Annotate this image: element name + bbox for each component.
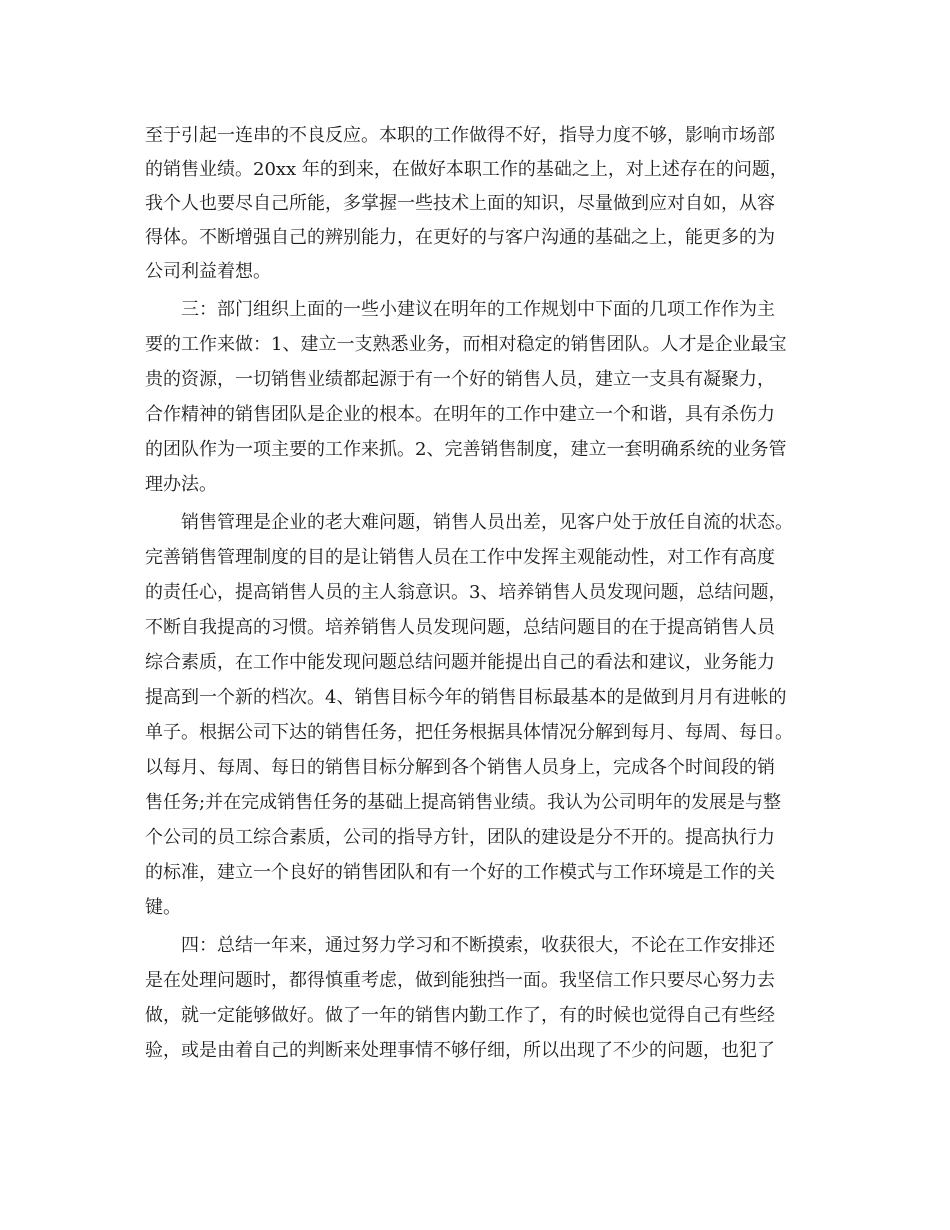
text-line: 三：部门组织上面的一些小建议在明年的工作规划中下面的几项工作作为主	[181, 299, 775, 320]
text-line: 验，或是由着自己的判断来处理事情不够仔细，所以出现了不少的问题，也犯了	[145, 1040, 775, 1061]
text-line: 四：总结一年来，通过努力学习和不断摸索，收获很大，不论在工作安排还	[181, 935, 775, 956]
text-line: 的销售业绩。20xx 年的到来，在做好本职工作的基础之上，对上述存在的问题，	[145, 159, 788, 180]
text-line: 的标准，建立一个良好的销售团队和有一个好的工作模式与工作环境是工作的关	[145, 862, 775, 883]
text-line: 的责任心，提高销售人员的主人翁意识。3、培养销售人员发现问题，总结问题，	[145, 582, 787, 603]
text-line: 得体。不断增强自己的辨别能力，在更好的与客户沟通的基础之上，能更多的为	[145, 227, 775, 248]
text-line: 要的工作来做：1、建立一支熟悉业务，而相对稳定的销售团队。人才是企业最宝	[145, 334, 787, 355]
text-line: 以每月、每周、每日的销售目标分解到各个销售人员身上，完成各个时间段的销	[145, 757, 775, 778]
text-line: 综合素质，在工作中能发现问题总结问题并能提出自己的看法和建议，业务能力	[145, 652, 775, 673]
text-line: 至于引起一连串的不良反应。本职的工作做得不好，指导力度不够，影响市场部	[145, 125, 775, 146]
text-line: 销售管理是企业的老大难问题，销售人员出差，见客户处于放任自流的状态。	[181, 512, 793, 533]
text-line: 我个人也要尽自己所能，多掌握一些技术上面的知识，尽量做到应对自如，从容	[145, 193, 775, 214]
text-line: 的团队作为一项主要的工作来抓。2、完善销售制度，建立一套明确系统的业务管	[145, 439, 787, 460]
text-line: 合作精神的销售团队是企业的根本。在明年的工作中建立一个和谐，具有杀伤力	[145, 404, 775, 425]
text-line: 理办法。	[145, 474, 217, 495]
text-line: 公司利益着想。	[145, 261, 271, 282]
text-line: 键。	[145, 897, 181, 918]
text-line: 贵的资源，一切销售业绩都起源于有一个好的销售人员，建立一支具有凝聚力，	[145, 369, 775, 390]
text-line: 不断自我提高的习惯。培养销售人员发现问题，总结问题目的在于提高销售人员	[145, 617, 775, 638]
text-line: 个公司的员工综合素质，公司的指导方针，团队的建设是分不开的。提高执行力	[145, 827, 775, 848]
text-line: 单子。根据公司下达的销售任务，把任务根据具体情况分解到每月、每周、每日。	[145, 722, 793, 743]
text-line: 是在处理问题时，都得慎重考虑，做到能独挡一面。我坚信工作只要尽心努力去	[145, 970, 775, 991]
text-line: 完善销售管理制度的目的是让销售人员在工作中发挥主观能动性，对工作有高度	[145, 547, 775, 568]
text-line: 提高到一个新的档次。4、销售目标今年的销售目标最基本的是做到月月有进帐的	[145, 687, 787, 708]
text-line: 售任务;并在完成销售任务的基础上提高销售业绩。我认为公司明年的发展是与整	[145, 792, 782, 813]
text-line: 做，就一定能够做好。做了一年的销售内勤工作了，有的时候也觉得自己有些经	[145, 1005, 775, 1026]
